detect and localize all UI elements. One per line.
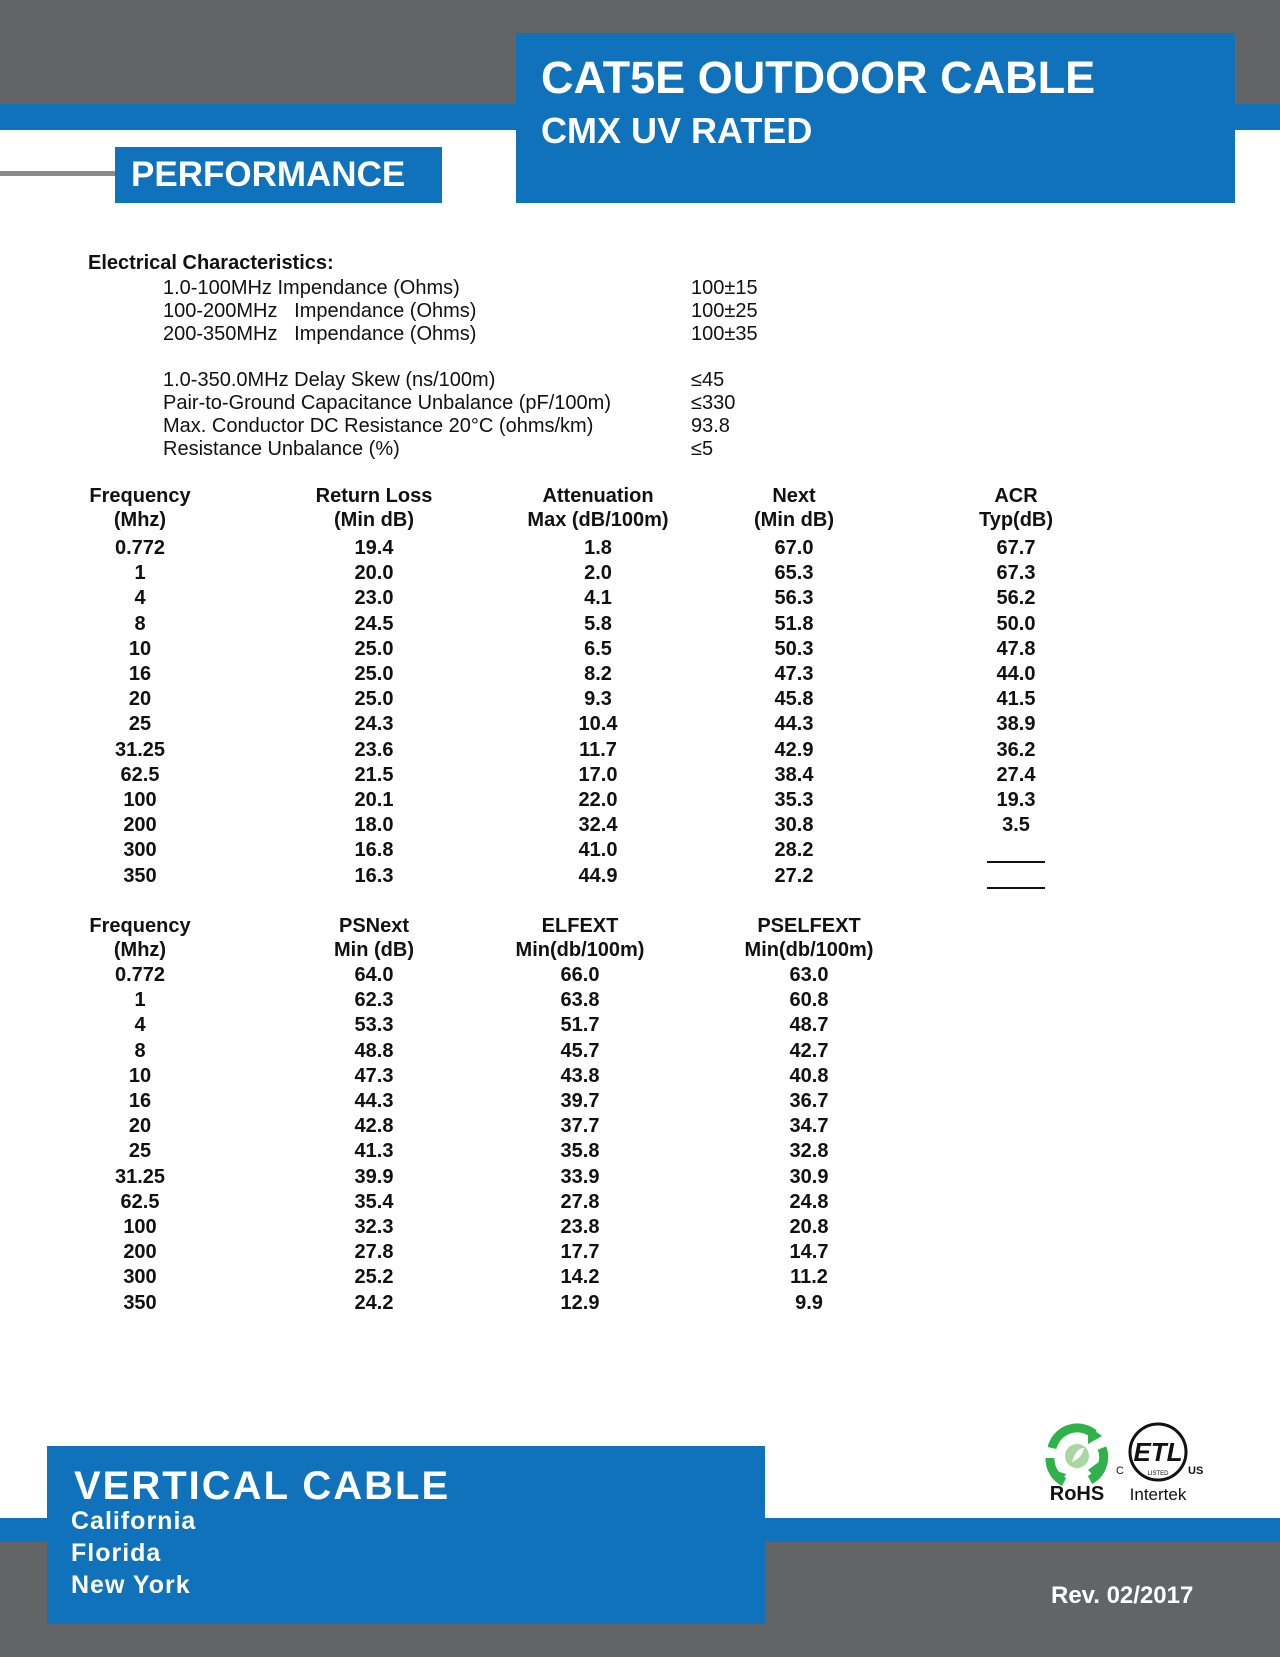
table-cell: 41.0 <box>578 839 618 862</box>
column-header: Typ(dB) <box>978 509 1054 531</box>
section-title: PERFORMANCE <box>131 155 406 194</box>
table-cell: 34.7 <box>789 1115 829 1138</box>
table-cell: 27.8 <box>354 1241 394 1264</box>
table-cell: 65.3 <box>774 562 814 585</box>
table-cell: 2.0 <box>584 562 612 585</box>
section-divider-line <box>0 171 120 176</box>
table-cell: 17.0 <box>578 763 618 786</box>
table-cell: 25.0 <box>354 663 394 685</box>
location-california: California <box>71 1507 197 1535</box>
electrical-row-value: 100±25 <box>691 300 758 322</box>
table-cell: 56.3 <box>774 587 814 610</box>
electrical-row-label: Resistance Unbalance (%) <box>163 438 400 460</box>
table-cell: 38.9 <box>996 713 1036 736</box>
table-cell: 3.5 <box>1002 814 1030 837</box>
table-cell: 8.2 <box>584 663 612 685</box>
table-cell: 44.3 <box>774 713 814 736</box>
etl-listed-text: LISTED <box>1147 1471 1169 1477</box>
electrical-row-label: 100-200MHz Impendance (Ohms) <box>163 300 477 322</box>
table-cell: 9.3 <box>584 688 612 711</box>
table-cell: 63.0 <box>789 964 829 986</box>
table-cell: 35.3 <box>774 789 814 811</box>
table-cell: 30.9 <box>789 1165 829 1188</box>
table-cell: 24.3 <box>354 713 394 736</box>
electrical-row-label: Pair-to-Ground Capacitance Unbalance (pF/100m) <box>163 392 611 414</box>
table-cell: 25.0 <box>354 637 394 660</box>
location-new-york: New York <box>71 1571 191 1599</box>
electrical-row-value: ≤330 <box>691 392 736 414</box>
table-cell: 1.8 <box>584 537 612 559</box>
table-cell: 47.3 <box>354 1064 394 1087</box>
table-cell: 44.9 <box>578 864 618 887</box>
intertek-text: Intertek <box>1129 1485 1187 1504</box>
table-cell: 41.5 <box>996 688 1036 711</box>
rohs-logo-icon <box>1038 1418 1116 1504</box>
table-cell: 350 <box>123 864 157 887</box>
table-cell: 63.8 <box>560 989 600 1012</box>
table-cell: 27.4 <box>996 763 1036 786</box>
table-cell: 4 <box>134 587 146 610</box>
table-cell: 20.1 <box>354 789 394 811</box>
table-cell: 35.8 <box>560 1140 600 1163</box>
table-cell: 300 <box>123 839 157 862</box>
table-cell: 25.0 <box>354 688 394 711</box>
electrical-row-label: 1.0-100MHz Impendance (Ohms) <box>163 277 460 299</box>
table-cell: 8 <box>134 1039 146 1062</box>
table-cell: 100 <box>123 789 157 811</box>
table-cell: 30.8 <box>774 814 814 837</box>
table-cell: 35.4 <box>354 1190 394 1213</box>
rohs-text: RoHS <box>1049 1483 1105 1504</box>
table-cell: 47.8 <box>996 637 1036 660</box>
table-cell: 51.7 <box>560 1014 600 1037</box>
electrical-row-value: 100±15 <box>691 277 758 299</box>
table-cell: 20 <box>128 1115 152 1138</box>
table-cell: 37.7 <box>560 1115 600 1138</box>
table-cell: 62.5 <box>120 763 160 786</box>
table-cell: 200 <box>123 1241 157 1264</box>
table-cell: 48.8 <box>354 1039 394 1062</box>
table-cell: 22.0 <box>578 789 618 811</box>
table-cell: 17.7 <box>560 1241 600 1264</box>
column-header: Frequency <box>89 485 191 507</box>
table-cell: 53.3 <box>354 1014 394 1037</box>
table-cell: 21.5 <box>354 763 394 786</box>
column-header: Attenuation <box>542 485 654 507</box>
electrical-row-value: ≤45 <box>691 369 725 391</box>
table-cell: 100 <box>123 1216 157 1238</box>
table-cell: 28.2 <box>774 839 814 862</box>
company-name: VERTICAL CABLE <box>74 1464 451 1508</box>
table-cell: 200 <box>123 814 157 837</box>
table-cell: 4 <box>134 1014 146 1037</box>
table-cell: 32.8 <box>789 1140 829 1163</box>
table-cell: 19.3 <box>996 789 1036 811</box>
table-cell: 45.8 <box>774 688 814 711</box>
column-header: Max (dB/100m) <box>527 509 669 531</box>
table-cell: 16 <box>128 663 152 685</box>
table-cell: 27.8 <box>560 1190 600 1213</box>
product-title: CAT5E OUTDOOR CABLE <box>541 52 1096 103</box>
table-cell: 44.0 <box>996 663 1036 685</box>
column-header: Min (dB) <box>334 939 414 961</box>
table-cell: 31.25 <box>114 1165 166 1188</box>
table-cell: 51.8 <box>774 612 814 635</box>
table-cell: 50.0 <box>996 612 1036 635</box>
column-header: (Min dB) <box>334 509 414 531</box>
table-cell: 10 <box>128 637 152 660</box>
table-cell: 41.3 <box>354 1140 394 1163</box>
table-cell: 36.7 <box>789 1090 829 1112</box>
column-header: Next <box>772 485 816 507</box>
table-cell: 16 <box>128 1090 152 1112</box>
table-cell: 16.8 <box>354 839 394 862</box>
table-cell: 31.25 <box>114 738 166 761</box>
table-cell: 40.8 <box>789 1064 829 1087</box>
table-cell: 42.7 <box>789 1039 829 1062</box>
empty-cell-line <box>987 887 1045 889</box>
table-cell: 9.9 <box>795 1291 823 1314</box>
table-cell: 1 <box>134 562 146 585</box>
table-cell: 23.8 <box>560 1216 600 1238</box>
table-cell: 18.0 <box>354 814 394 837</box>
electrical-row-label: 1.0-350.0MHz Delay Skew (ns/100m) <box>163 369 496 391</box>
column-header: Min(db/100m) <box>515 939 645 961</box>
table-cell: 19.4 <box>354 537 394 559</box>
column-header: (Min dB) <box>754 509 834 531</box>
column-header: ACR <box>994 485 1038 507</box>
table-cell: 8 <box>134 612 146 635</box>
table-cell: 24.5 <box>354 612 394 635</box>
table-cell: 39.7 <box>560 1090 600 1112</box>
table-cell: 4.1 <box>584 587 612 610</box>
table-cell: 14.2 <box>560 1266 600 1289</box>
product-subtitle: CMX UV RATED <box>541 110 813 151</box>
table-cell: 32.4 <box>578 814 618 837</box>
table-cell: 27.2 <box>774 864 814 887</box>
electrical-heading: Electrical Characteristics: <box>88 252 334 274</box>
table-cell: 56.2 <box>996 587 1036 610</box>
table-cell: 6.5 <box>584 637 612 660</box>
empty-cell-line <box>987 861 1045 863</box>
table-cell: 24.2 <box>354 1291 394 1314</box>
table-cell: 25 <box>128 713 152 736</box>
table-cell: 23.6 <box>354 738 394 761</box>
table-cell: 42.9 <box>774 738 814 761</box>
column-header: PSNext <box>338 915 410 937</box>
table-cell: 20.8 <box>789 1216 829 1238</box>
etl-mark-text: ETL <box>1133 1437 1183 1467</box>
column-header: Return Loss <box>315 485 433 507</box>
table-cell: 62.5 <box>120 1190 160 1213</box>
column-header: PSELFEXT <box>757 915 861 937</box>
table-cell: 47.3 <box>774 663 814 685</box>
table-cell: 11.7 <box>579 738 617 761</box>
table-cell: 66.0 <box>560 964 600 986</box>
table-cell: 20.0 <box>354 562 394 585</box>
table-cell: 39.9 <box>354 1165 394 1188</box>
table-cell: 32.3 <box>354 1216 394 1238</box>
table-cell: 12.9 <box>560 1291 600 1314</box>
table-cell: 44.3 <box>354 1090 394 1112</box>
electrical-row-value: ≤5 <box>691 438 714 460</box>
table-cell: 16.3 <box>354 864 394 887</box>
column-header: ELFEXT <box>541 915 619 937</box>
table-cell: 25.2 <box>354 1266 394 1289</box>
table-cell: 67.3 <box>996 562 1036 585</box>
table-cell: 38.4 <box>774 763 814 786</box>
table-cell: 67.0 <box>774 537 814 559</box>
table-cell: 45.7 <box>560 1039 600 1062</box>
revision-label: Rev. 02/2017 <box>1051 1582 1194 1609</box>
table-cell: 33.9 <box>560 1165 600 1188</box>
table-cell: 1 <box>134 989 146 1012</box>
table-cell: 23.0 <box>354 587 394 610</box>
table-cell: 14.7 <box>789 1241 829 1264</box>
table-cell: 350 <box>123 1291 157 1314</box>
table-cell: 64.0 <box>354 964 394 986</box>
table-cell: 5.8 <box>584 612 612 635</box>
column-header: Frequency <box>89 915 191 937</box>
column-header: Min(db/100m) <box>744 939 874 961</box>
table-cell: 60.8 <box>789 989 829 1012</box>
table-cell: 25 <box>128 1140 152 1163</box>
table-cell: 0.772 <box>114 964 166 986</box>
table-cell: 0.772 <box>114 537 166 559</box>
table-cell: 36.2 <box>996 738 1036 761</box>
table-cell: 10 <box>128 1064 152 1087</box>
table-cell: 24.8 <box>789 1190 829 1213</box>
column-header: (Mhz) <box>113 939 167 961</box>
table-cell: 20 <box>128 688 152 711</box>
table-cell: 11.2 <box>790 1266 828 1289</box>
electrical-row-value: 100±35 <box>691 323 758 345</box>
table-cell: 62.3 <box>354 989 394 1012</box>
table-cell: 48.7 <box>789 1014 829 1037</box>
location-florida: Florida <box>71 1539 162 1567</box>
etl-c-text: C <box>1116 1465 1124 1477</box>
table-cell: 50.3 <box>774 637 814 660</box>
electrical-row-label: Max. Conductor DC Resistance 20°C (ohms/km) <box>163 415 594 437</box>
table-cell: 67.7 <box>996 537 1036 559</box>
table-cell: 300 <box>123 1266 157 1289</box>
etl-listed-logo-icon <box>1110 1418 1210 1504</box>
etl-us-text: US <box>1188 1465 1204 1477</box>
table-cell: 42.8 <box>354 1115 394 1138</box>
electrical-row-label: 200-350MHz Impendance (Ohms) <box>163 323 477 345</box>
table-cell: 10.4 <box>578 713 618 736</box>
column-header: (Mhz) <box>113 509 167 531</box>
table-cell: 43.8 <box>560 1064 600 1087</box>
electrical-row-value: 93.8 <box>691 415 730 437</box>
